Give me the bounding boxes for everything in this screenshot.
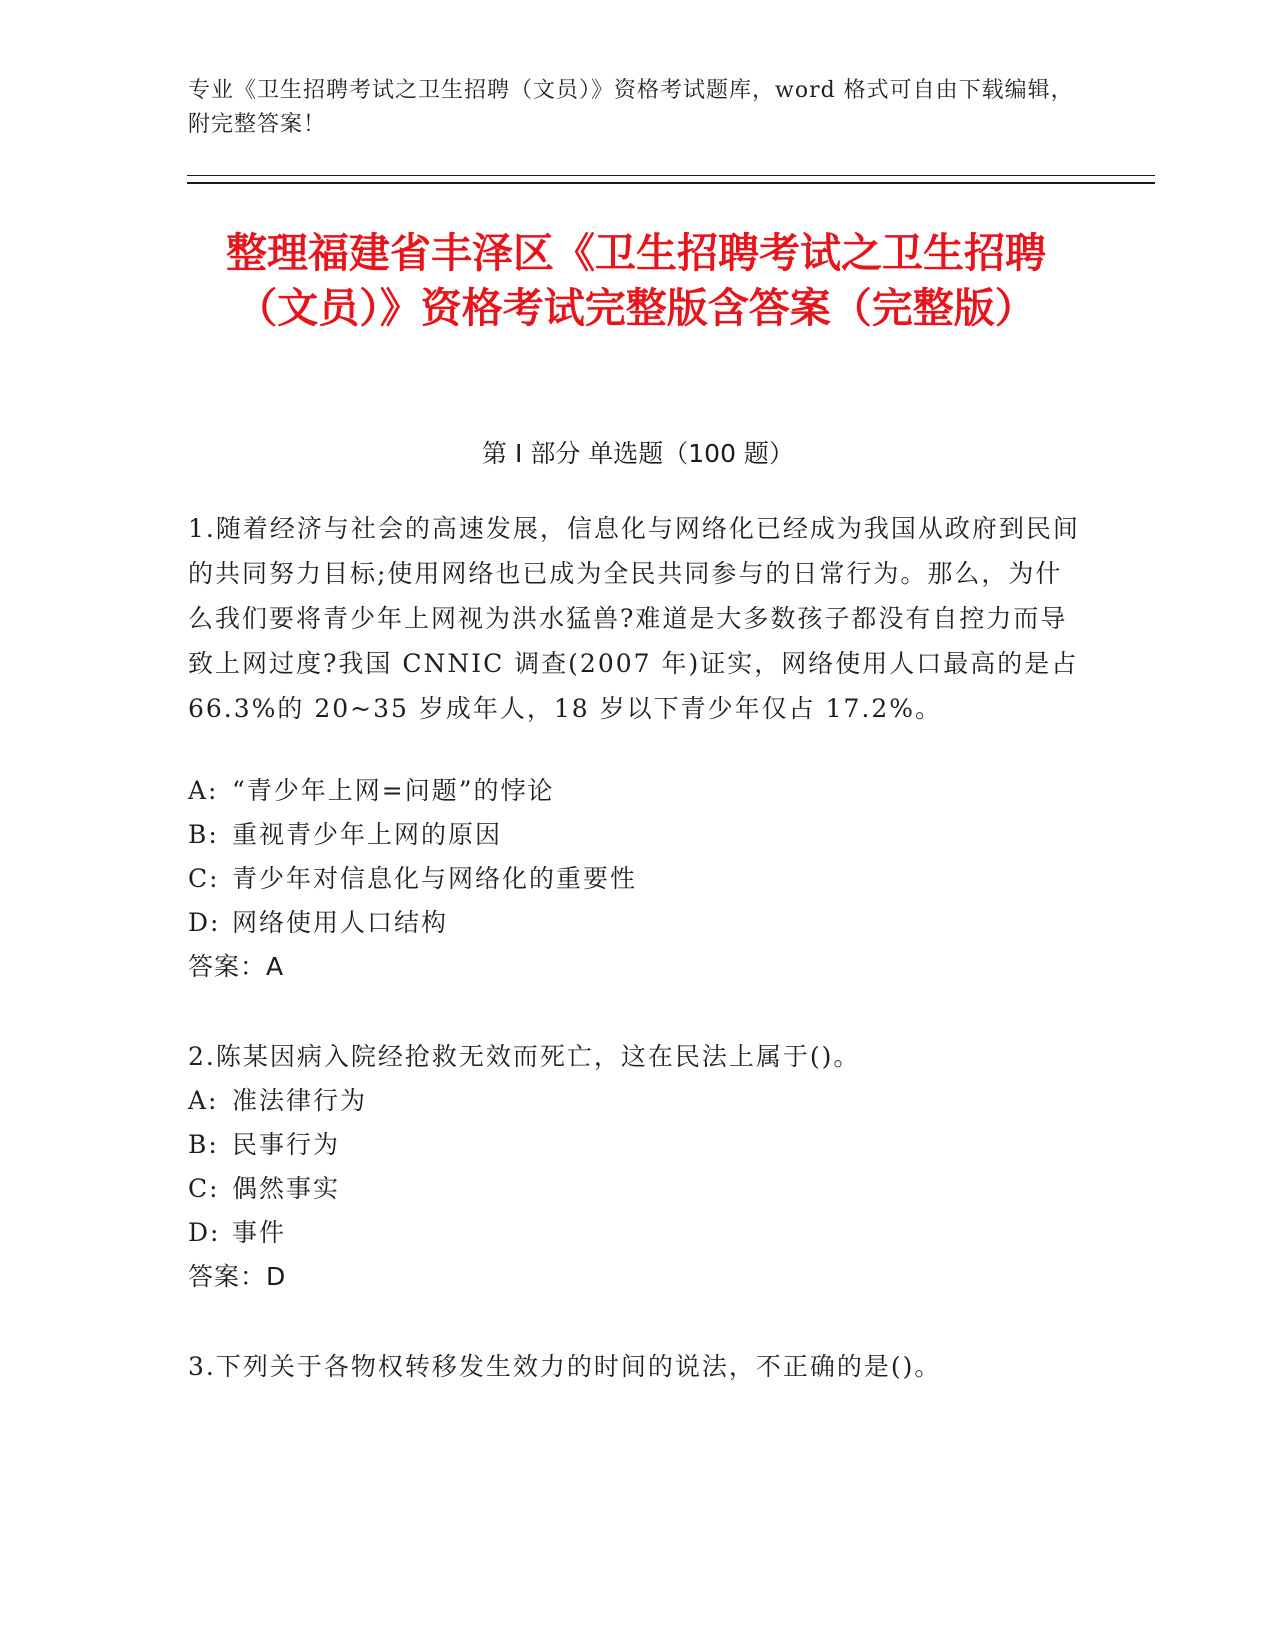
document-title: 整理福建省丰泽区《卫生招聘考试之卫生招聘（文员）》资格考试完整版含答案（完整版） bbox=[226, 229, 1046, 332]
option-text: 偶然事实 bbox=[232, 1174, 341, 1203]
header-note: 专业《卫生招聘考试之卫生招聘（文员）》资格考试题库，word 格式可自由下载编辑，附完整答案！ bbox=[188, 78, 1074, 137]
option-key: D: bbox=[188, 908, 221, 937]
question-2-option-c bbox=[188, 1166, 1088, 1211]
option-text: “青少年上网=问题”的悖论 bbox=[232, 776, 555, 805]
header-divider-thin bbox=[187, 175, 1155, 176]
question-3-stem: 3.下列关于各物权转移发生效力的时间的说法，不正确的是()。 bbox=[188, 1352, 942, 1381]
question-2-stem: 2.陈某因病入院经抢救无效而死亡，这在民法上属于()。 bbox=[188, 1042, 861, 1071]
question-1-option-b bbox=[188, 812, 1088, 857]
option-key: A: bbox=[188, 1086, 219, 1115]
option-key: C: bbox=[188, 1174, 220, 1203]
question-1-stem: 1.随着经济与社会的高速发展，信息化与网络化已经成为我国从政府到民间的共同努力目标;使用网络也已成为全民共同参与的日常行为。那么，为什么我们要将青少年上网视为洪水猛兽?难道是大多数孩子都没有自控力而导致上网过度?我国 CNNIC 调查(2007 年)证实，网络使用人口最高的是占 66.3%的 20~35 岁成年人，18 岁以下青少年仅占 17.2%。 bbox=[188, 514, 1080, 723]
option-text: 网络使用人口结构 bbox=[232, 908, 449, 937]
option-text: 准法律行为 bbox=[232, 1086, 368, 1115]
question-1-answer: 答案：A bbox=[188, 952, 285, 981]
option-key: B: bbox=[188, 1130, 219, 1159]
question-2-option-b bbox=[188, 1122, 1088, 1167]
question-2-option-a bbox=[188, 1078, 1088, 1123]
option-text: 青少年对信息化与网络化的重要性 bbox=[232, 864, 638, 893]
option-key: D: bbox=[188, 1218, 221, 1247]
question-2-answer: 答案：D bbox=[188, 1262, 287, 1291]
question-1-option-d bbox=[188, 900, 1088, 945]
question-2-option-d bbox=[188, 1210, 1088, 1255]
question-1-option-c bbox=[188, 856, 1088, 901]
option-text: 事件 bbox=[232, 1218, 287, 1247]
option-key: B: bbox=[188, 820, 219, 849]
option-text: 重视青少年上网的原因 bbox=[232, 820, 503, 849]
section-heading: 第 I 部分 单选题（100 题） bbox=[482, 439, 794, 468]
header-divider-thick bbox=[187, 182, 1155, 184]
question-1-option-a bbox=[188, 768, 1088, 813]
option-key: A: bbox=[188, 776, 219, 805]
option-text: 民事行为 bbox=[232, 1130, 341, 1159]
option-key: C: bbox=[188, 864, 220, 893]
